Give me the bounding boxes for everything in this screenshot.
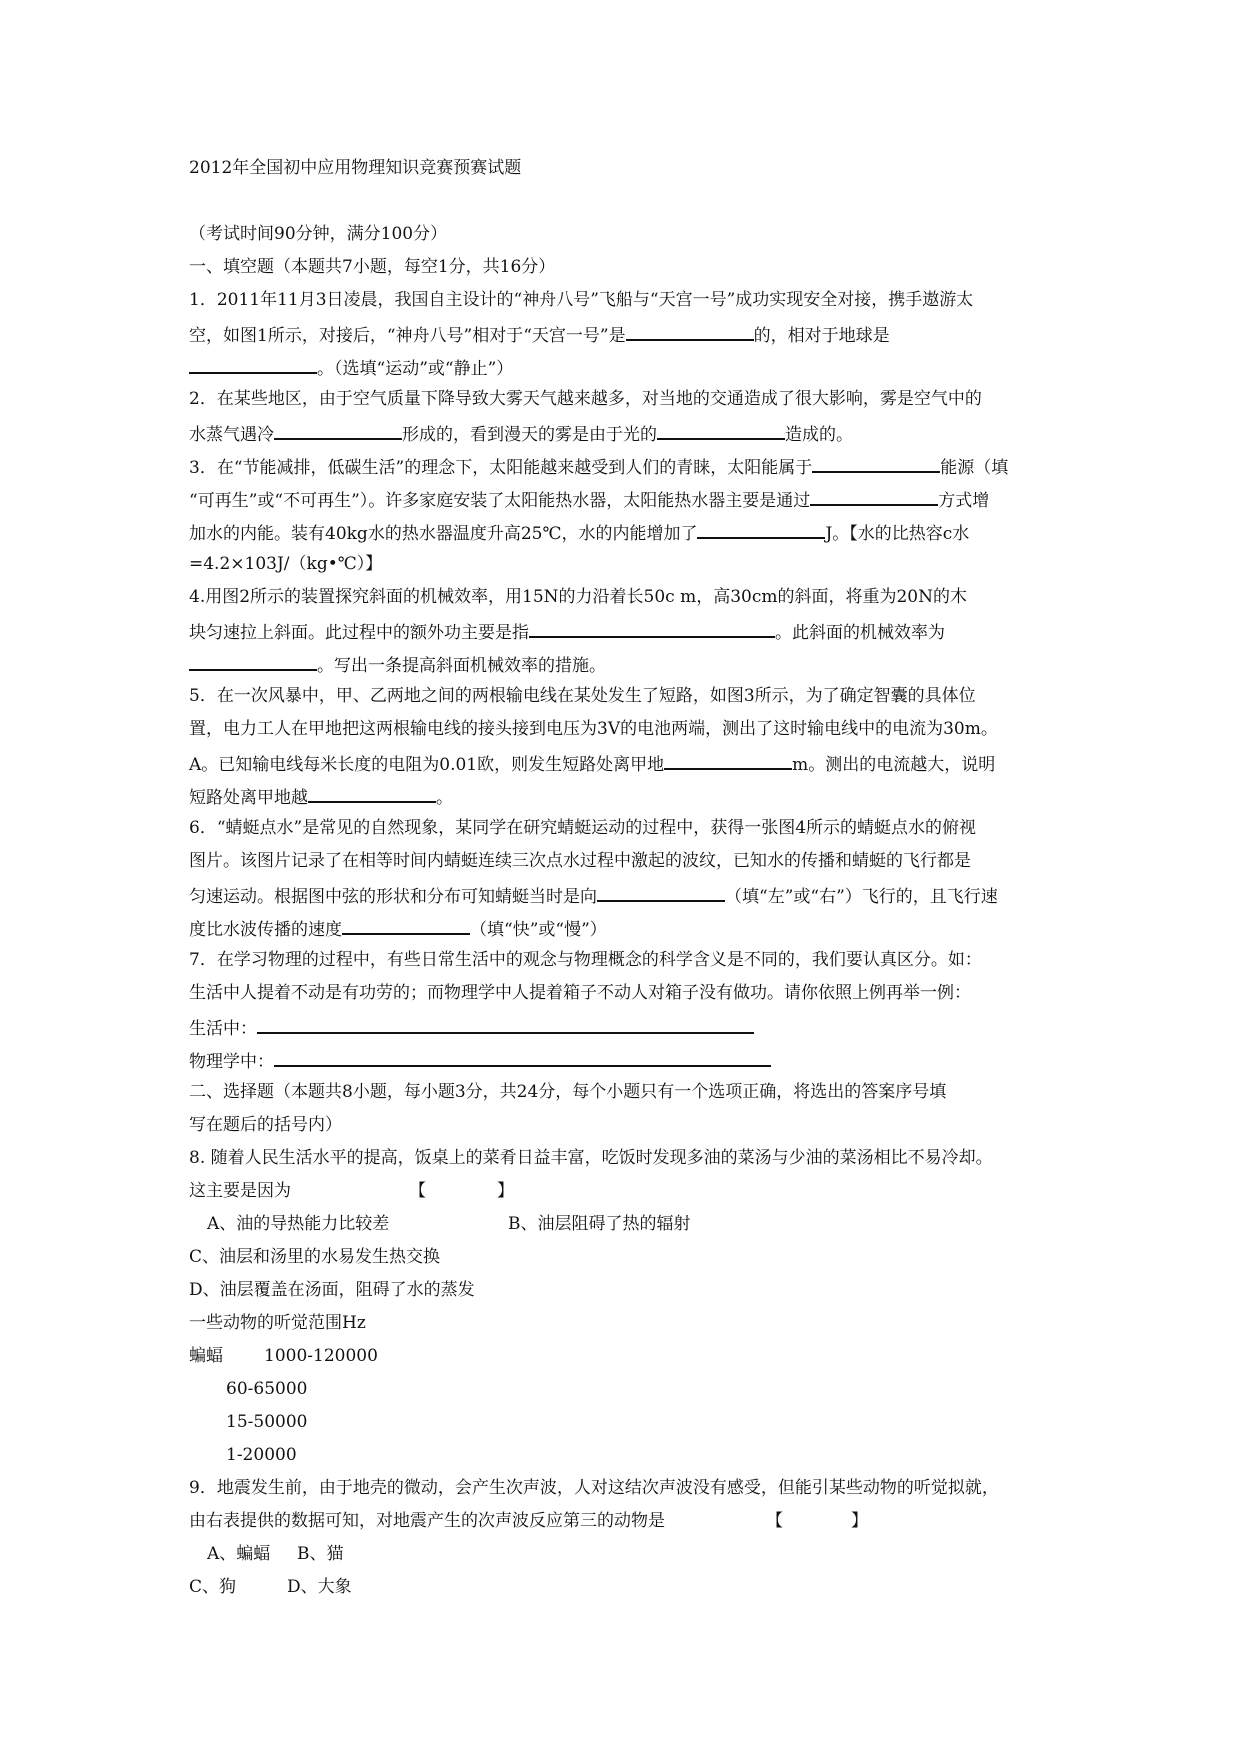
q5-line3 (189, 750, 995, 777)
q6-line2: 图片。该图片记录了在相等时间内蜻蜓连续三次点水过程中激起的波纹，已知水的传播和蜻蜓的飞行都是 (189, 851, 971, 871)
q7-line2: 生活中人提着不动是有功劳的；而物理学中人提着箱子不动人对箱子没有做功。请你依照上例再举一例： (189, 983, 971, 1003)
q5-line4 (189, 783, 453, 810)
q2-blank-1[interactable] (274, 420, 402, 440)
q5-text-d: 。 (436, 788, 453, 808)
q5-blank-2[interactable] (308, 783, 436, 803)
q3-text-f: J。【水的比热容c水 (825, 524, 970, 544)
q2-text-b: 形成的，看到漫天的雾是由于光的 (402, 425, 657, 445)
q6-text-a: 匀速运动。根据图中弦的形状和分布可知蜻蜓当时是向 (189, 887, 597, 907)
q7-life-label: 生活中： (189, 1019, 257, 1039)
hearing-row-range: 1-20000 (226, 1445, 297, 1465)
q6-text-d: （填“快”或“慢”） (470, 920, 607, 940)
q1-line2 (189, 321, 890, 348)
q9-bracket-close: 】 (851, 1511, 868, 1531)
q5-blank-1[interactable] (664, 750, 792, 770)
q4-blank-2[interactable] (189, 651, 317, 671)
q4-line1: 4.用图2所示的装置探究斜面的机械效率，用15N的力沿着长50c m，高30cm的斜面，将重为20N的木 (189, 587, 967, 607)
q7-physics-label: 物理学中： (189, 1052, 274, 1072)
q6-blank-1[interactable] (597, 882, 725, 902)
q2-text-a: 水蒸气遇冷 (189, 425, 274, 445)
q1-text-a: 空，如图1所示，对接后，“神舟八号”相对于“天宫一号”是 (189, 326, 626, 346)
q8-line1: 8. 随着人民生活水平的提高，饭桌上的菜肴日益丰富，吃饭时发现多油的菜汤与少油的菜汤相比不易冷却。 (189, 1148, 993, 1168)
q1-blank-1[interactable] (626, 321, 754, 341)
hearing-row-range: 60-65000 (226, 1379, 308, 1399)
q7-line4 (189, 1047, 771, 1074)
q1-blank-2[interactable] (189, 354, 317, 374)
q4-blank-1[interactable] (529, 618, 775, 638)
q3-text-e: 加水的内能。装有40kg水的热水器温度升高25℃，水的内能增加了 (189, 524, 698, 544)
q3-blank-2[interactable] (810, 486, 938, 506)
section2-header-line2: 写在题后的括号内） (189, 1115, 342, 1135)
q7-blank-life[interactable] (257, 1014, 754, 1034)
q6-blank-2[interactable] (342, 915, 470, 935)
q1-text-c: 。（选填“运动”或“静止”） (317, 359, 514, 379)
q6-text-c: 度比水波传播的速度 (189, 920, 342, 940)
q9-option-d[interactable]: D、大象 (287, 1577, 352, 1597)
q2-blank-2[interactable] (657, 420, 785, 440)
hearing-table-caption: 一些动物的听觉范围Hz (189, 1313, 366, 1333)
q8-option-c[interactable]: C、油层和汤里的水易发生热交换 (189, 1247, 441, 1267)
q2-line2 (189, 420, 853, 447)
q3-text-b: 能源（填 (940, 458, 1009, 478)
q4-line2 (189, 618, 945, 645)
q6-line4 (189, 915, 607, 942)
q3-blank-3[interactable] (697, 519, 825, 539)
q1-line3 (189, 354, 513, 381)
q8-option-d[interactable]: D、油层覆盖在汤面，阻碍了水的蒸发 (189, 1280, 475, 1300)
q7-blank-physics[interactable] (274, 1047, 771, 1067)
q4-line3 (189, 651, 606, 678)
q1-line1: 1．2011年11月3日凌晨，我国自主设计的“神舟八号”飞船与“天宫一号”成功实现安全对接，携手遨游太 (189, 290, 974, 310)
q3-line4: =4.2×103J/（kg•℃）】 (189, 554, 383, 574)
q9-option-a[interactable]: A、蝙蝠 (207, 1544, 271, 1564)
q6-text-b: （填“左”或“右”）飞行的，且飞行速 (725, 887, 998, 907)
q8-line2: 这主要是因为 (189, 1181, 291, 1201)
q5-text-b: m。测出的电流越大，说明 (792, 755, 996, 775)
hearing-row-range: 15-50000 (226, 1412, 308, 1432)
q9-option-b[interactable]: B、猫 (297, 1544, 344, 1564)
q3-line3 (189, 519, 969, 546)
q9-line2: 由右表提供的数据可知，对地震产生的次声波反应第三的动物是 (189, 1511, 665, 1531)
q4-text-b: 。此斜面的机械效率为 (775, 623, 945, 643)
q3-line2 (189, 486, 989, 513)
hearing-row-animal: 蝙蝠 (189, 1346, 223, 1366)
q2-line1: 2．在某些地区，由于空气质量下降导致大雾天气越来越多，对当地的交通造成了很大影响，雾是空气中的 (189, 389, 982, 409)
q9-bracket-open: 【 (766, 1511, 783, 1531)
q5-text-a: A。已知输电线每米长度的电阻为0.01欧，则发生短路处离甲地 (189, 755, 665, 775)
q6-line1: 6．“蜻蜓点水”是常见的自然现象，某同学在研究蜻蜓运动的过程中，获得一张图4所示的蜻蜓点水的俯视 (189, 818, 977, 838)
exam-info: （考试时间90分钟，满分100分） (189, 224, 448, 244)
q6-line3 (189, 882, 998, 909)
q7-line1: 7．在学习物理的过程中，有些日常生活中的观念与物理概念的科学含义是不同的，我们要认真区分。如： (189, 950, 982, 970)
section2-header-line1: 二、选择题（本题共8小题，每小题3分，共24分，每个小题只有一个选项正确，将选出的答案序号填 (189, 1082, 947, 1102)
q9-line1: 9．地震发生前，由于地壳的微动，会产生次声波，人对这结次声波没有感受，但能引某些动物的听觉拟就， (189, 1478, 999, 1498)
q4-text-c: 。写出一条提高斜面机械效率的措施。 (317, 656, 606, 676)
q9-option-c[interactable]: C、狗 (189, 1577, 237, 1597)
q4-text-a: 块匀速拉上斜面。此过程中的额外功主要是指 (189, 623, 529, 643)
q8-option-a[interactable]: A、油的导热能力比较差 (207, 1214, 390, 1234)
q2-text-c: 造成的。 (785, 425, 853, 445)
q3-text-d: 方式增 (938, 491, 990, 511)
q3-text-c: “可再生”或“不可再生”）。许多家庭安装了太阳能热水器，太阳能热水器主要是通过 (189, 491, 811, 511)
q8-bracket-open: 【 (409, 1181, 426, 1201)
q5-text-c: 短路处离甲地越 (189, 788, 308, 808)
q5-line2: 置，电力工人在甲地把这两根输电线的接头接到电压为3V的电池两端，测出了这时输电线中的电流为30m。 (189, 719, 998, 739)
q3-blank-1[interactable] (812, 453, 940, 473)
q8-option-b[interactable]: B、油层阻碍了热的辐射 (508, 1214, 691, 1234)
section1-header: 一、填空题（本题共7小题，每空1分，共16分） (189, 257, 556, 277)
q5-line1: 5．在一次风暴中，甲、乙两地之间的两根输电线在某处发生了短路，如图3所示，为了确定智囊的具体位 (189, 686, 976, 706)
q3-line1 (189, 453, 1008, 480)
q7-line3 (189, 1014, 754, 1041)
q8-bracket-close: 】 (497, 1181, 514, 1201)
q3-text-a: 3．在“节能减排，低碳生活”的理念下，太阳能越来越受到人们的青睐，太阳能属于 (189, 458, 813, 478)
exam-title: 2012年全国初中应用物理知识竞赛预赛试题 (189, 158, 522, 178)
hearing-row-range: 1000-120000 (264, 1346, 378, 1366)
q1-text-b: 的，相对于地球是 (753, 326, 890, 346)
